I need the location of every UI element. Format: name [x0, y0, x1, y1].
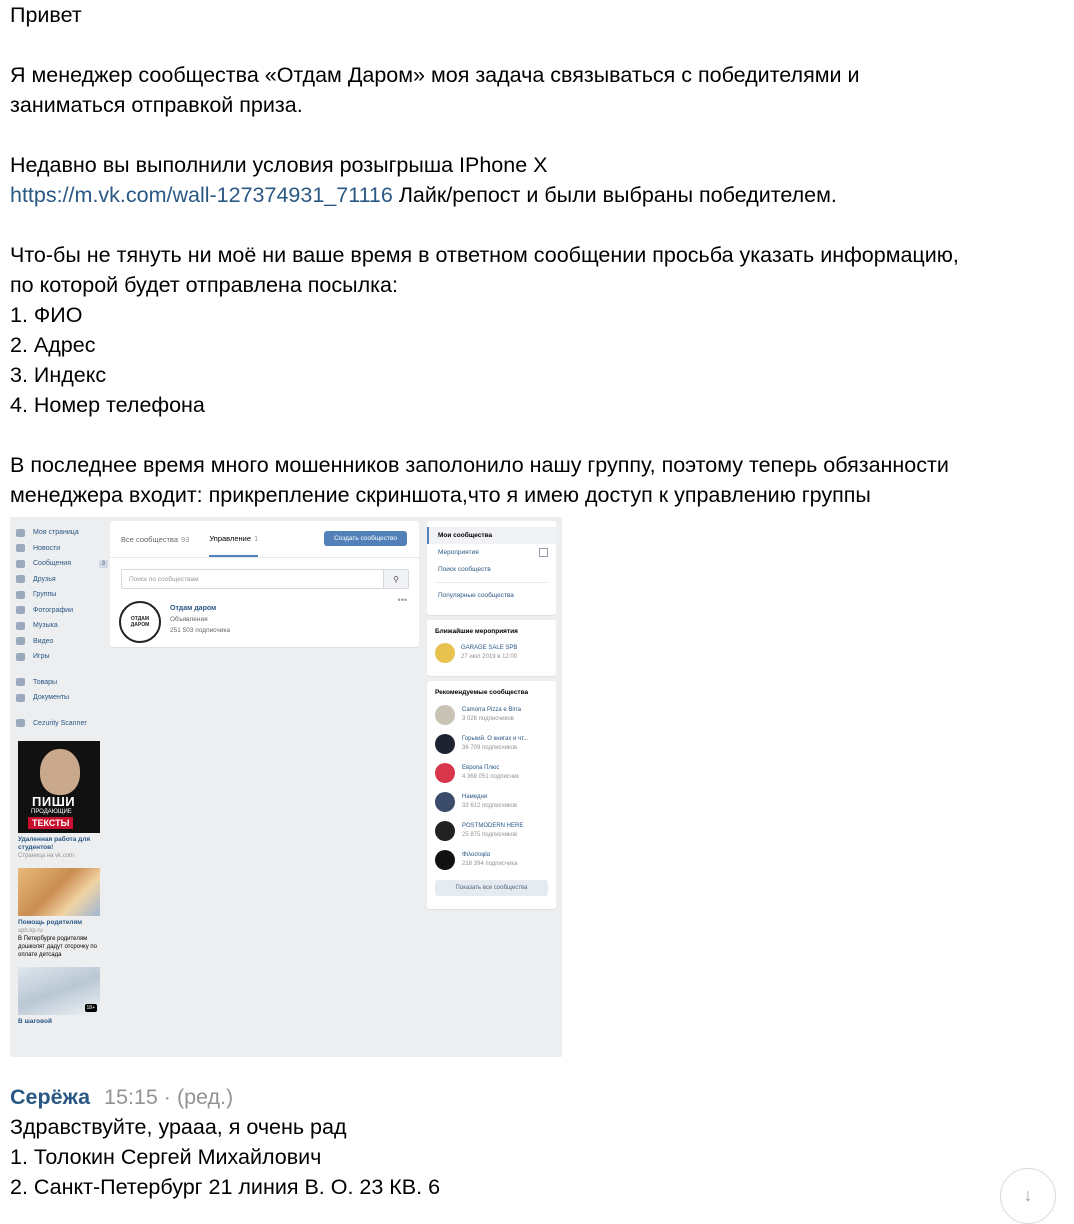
community-category: Объявления [170, 616, 208, 623]
reply-header [10, 1082, 233, 1112]
scroll-down-button[interactable] [1000, 1168, 1056, 1224]
greeting: Привет [10, 3, 82, 27]
scam-line: менеджера входит: прикрепление скриншота,что я имею доступ к управлению группы [10, 483, 871, 507]
sidebar-item-label: Видео [33, 637, 54, 645]
news-icon [16, 544, 25, 552]
sidebar-item-label: Друзья [33, 575, 56, 583]
request-line: Что-бы не тянуть ни моё ни ваше время в ответном сообщении просьба указать информацию, [10, 243, 959, 267]
intro-line: заниматься отправкой приза. [10, 93, 303, 117]
show-all-button[interactable]: Показать все сообщества [435, 880, 548, 896]
ad-image [18, 741, 100, 833]
recommended-name: Намедни [462, 794, 488, 800]
list-item: 2. Адрес [10, 333, 96, 357]
tab-management[interactable]: Управление 1 [209, 521, 258, 557]
won-line: Недавно вы выполнили условия розыгрыша IPhone X [10, 153, 548, 177]
recommended-communities [427, 681, 556, 909]
sidebar-item[interactable] [16, 634, 108, 650]
recommended-subs: 25 875 подписчиков [462, 832, 518, 838]
reply-line: 1. Толокин Сергей Михайлович [10, 1145, 322, 1169]
music-icon [16, 622, 25, 630]
community-avatar [435, 821, 455, 841]
recommended-name: Европа Плюс [462, 765, 500, 771]
sidebar-item-label: Cezurity Scanner [33, 719, 87, 727]
recommended-item[interactable] [435, 850, 556, 870]
recommended-subs: 4 368 051 подписчик [462, 774, 519, 780]
sidebar-item-label: Моя страница [33, 529, 79, 537]
create-community-button[interactable]: Создать сообщество [324, 531, 407, 546]
recommended-item[interactable] [435, 763, 556, 783]
recommended-name: POSTMODERN HERE [462, 823, 524, 829]
list-item: 3. Индекс [10, 363, 107, 387]
event-avatar [435, 643, 455, 663]
sidebar-item[interactable] [16, 556, 108, 572]
recommended-subs: 36 709 подписчиков [462, 745, 518, 751]
ad-big-text: ПИШИ [32, 794, 76, 809]
reply-line: 2. Санкт-Петербург 21 линия В. О. 23 КВ. 6 [10, 1175, 441, 1199]
recommended-title: Рекомендуемые сообщества [435, 689, 529, 696]
sidebar-item-label: Документы [33, 694, 70, 702]
home-icon [16, 529, 25, 537]
sidebar-item[interactable] [16, 618, 108, 634]
ad-image [18, 868, 100, 916]
community-row[interactable] [119, 595, 419, 643]
more-icon[interactable]: ••• [397, 595, 407, 605]
sidebar-item[interactable] [16, 603, 108, 619]
recommended-item[interactable] [435, 734, 556, 754]
community-avatar [435, 763, 455, 783]
ad-tag-text: ТЕКСТЫ [28, 817, 73, 829]
link-line [10, 180, 1060, 210]
reply-line: Здравствуйте, урааа, я очень рад [10, 1115, 347, 1139]
request-line: по которой будет отправлена посылка: [10, 273, 398, 297]
ad-block [18, 741, 100, 1026]
sidebar-item[interactable] [16, 716, 108, 732]
photos-icon [16, 606, 25, 614]
sidebar-item[interactable] [16, 525, 108, 541]
games-icon [16, 653, 25, 661]
ad-source: Страница на vk.com [18, 853, 75, 859]
documents-icon [16, 694, 25, 702]
recommended-name: Camorra Pizza e Birra [462, 707, 522, 713]
list-item: 1. ФИО [10, 303, 83, 327]
recommended-item[interactable] [435, 705, 556, 725]
calendar-icon [539, 548, 548, 557]
community-subscribers: 251 503 подписчика [170, 627, 231, 634]
ad-title: Помощь родителям [18, 919, 83, 926]
community-avatar [435, 705, 455, 725]
recommended-subs: 3 026 подписчиков [462, 716, 514, 722]
recommended-item[interactable] [435, 792, 556, 812]
community-avatar [435, 850, 455, 870]
reply-body [10, 1112, 1010, 1202]
sidebar-item[interactable] [16, 690, 108, 706]
sidebar-item-label: Товары [33, 678, 58, 686]
apps-icon [16, 719, 25, 727]
sidebar-item-label: Новости [33, 544, 61, 552]
event-item[interactable] [435, 643, 556, 663]
list-item: 4. Номер телефона [10, 393, 205, 417]
search-placeholder: Поиск по сообществам [129, 575, 199, 583]
sidebar-item-label: Музыка [33, 622, 58, 630]
sidebar-item-label: Фотографии [33, 606, 74, 614]
message-body [10, 0, 1060, 510]
communities-panel [110, 521, 419, 647]
community-logo[interactable]: ОТДАМ ДАРОМ [119, 601, 161, 643]
attached-screenshot[interactable] [10, 517, 562, 1057]
upcoming-events [427, 620, 556, 676]
menu-search-communities[interactable]: Поиск сообществ [438, 566, 491, 573]
sidebar-item-label: Сообщения [33, 560, 71, 568]
arrow-down-icon: ↓ [1023, 1185, 1033, 1205]
groups-icon [16, 591, 25, 599]
age-badge: 18+ [86, 1005, 95, 1011]
wall-post-link[interactable]: https://m.vk.com/wall-127374931_71116 [10, 183, 393, 207]
sidebar-item-label: Игры [33, 653, 50, 661]
reply-author[interactable]: Серёжа [10, 1085, 91, 1109]
after-link-text: Лайк/репост и были выбраны победителем. [392, 183, 837, 207]
left-nav [16, 525, 108, 1026]
menu-my-communities[interactable]: Мои сообщества [427, 527, 556, 544]
recommended-item[interactable] [435, 821, 556, 841]
sidebar-item[interactable] [16, 541, 108, 557]
recommended-name: Φιλοσοφία [462, 852, 491, 858]
search-icon[interactable]: ⚲ [383, 570, 408, 588]
community-avatar [435, 792, 455, 812]
ad-desc: В Петербурге родителям дошколят дадут отсрочку по оплате детсада [18, 936, 97, 958]
scam-line: В последнее время много мошенников заполонило нашу группу, поэтому теперь обязанности [10, 453, 949, 477]
messages-icon [16, 560, 25, 568]
reply-time: 15:15 · (ред.) [104, 1085, 234, 1109]
menu-popular[interactable]: Популярные сообщества [438, 592, 514, 599]
friends-icon [16, 575, 25, 583]
sidebar-item[interactable] [16, 572, 108, 588]
sidebar-item[interactable] [16, 587, 108, 603]
community-name[interactable]: Отдам даром [170, 605, 217, 612]
tabs-bar [110, 521, 419, 558]
community-avatar [435, 734, 455, 754]
recommended-subs: 33 612 подписчиков [462, 803, 518, 809]
event-date: 27 июл 2019 в 12:00 [461, 654, 518, 660]
events-title: Ближайшие мероприятия [435, 628, 518, 635]
recommended-subs: 218 394 подписчика [462, 861, 518, 867]
menu-events[interactable]: Мероприятия [427, 544, 556, 561]
ad-image [18, 967, 100, 1015]
goods-icon [16, 678, 25, 686]
recommended-name: Горький. О книгах и чт... [462, 736, 529, 742]
sidebar-item[interactable] [16, 649, 108, 665]
ad-source: spb.kp.ru [18, 928, 43, 934]
ad-mid-text: ПРОДАЮЩИЕ [31, 809, 72, 815]
ad-title: Удаленная работа для студентов! [18, 836, 91, 851]
ad-title: В шаговой [18, 1018, 53, 1025]
sidebar-item-label: Группы [33, 591, 57, 599]
right-menu [427, 521, 556, 615]
tab-all-communities[interactable]: Все сообщества 93 [121, 534, 190, 544]
count-badge: 3 [99, 560, 108, 568]
sidebar-item[interactable] [16, 675, 108, 691]
event-name: GARAGE SALE SPB [461, 645, 518, 651]
community-search-input[interactable] [121, 569, 409, 589]
video-icon [16, 637, 25, 645]
intro-line: Я менеджер сообщества «Отдам Даром» моя задача связываться с победителями и [10, 63, 860, 87]
